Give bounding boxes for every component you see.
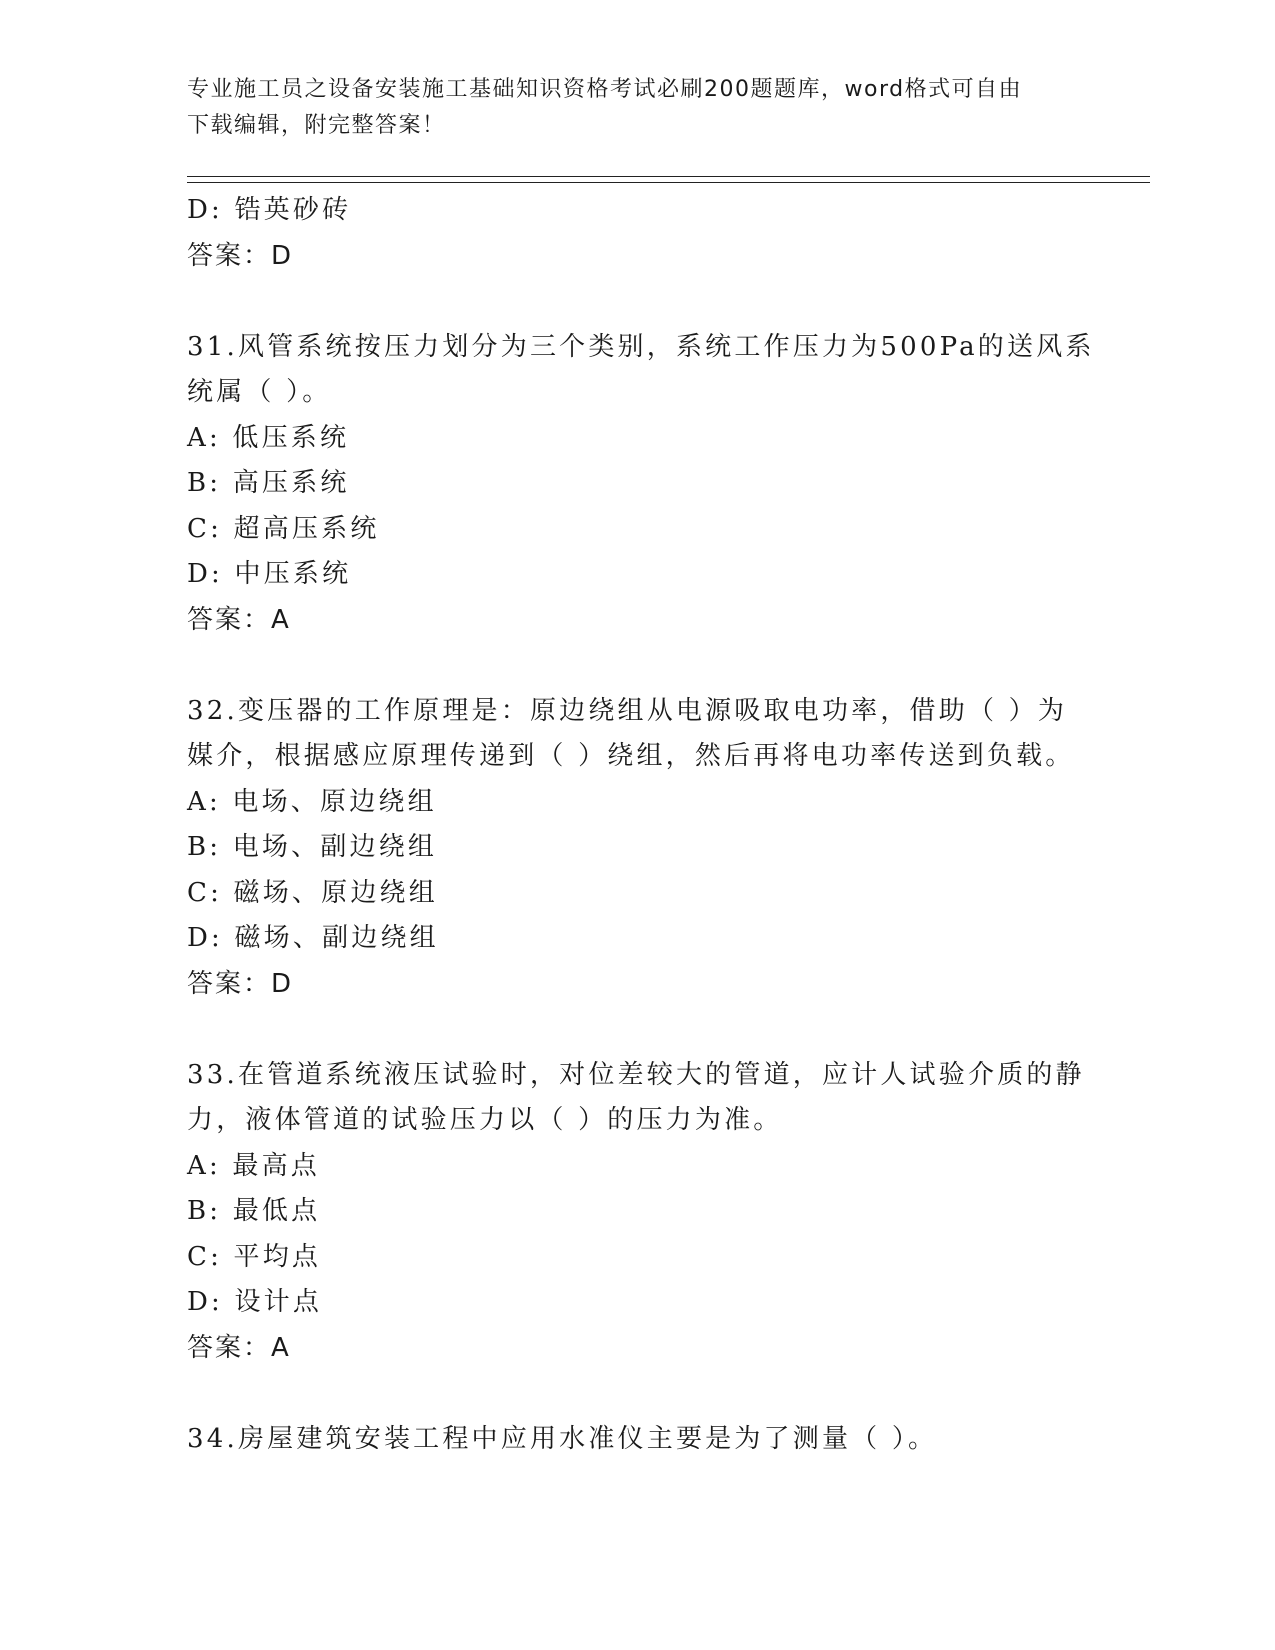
option-b: B: 高压系统 [187,468,350,498]
option-a: A: 低压系统 [187,422,350,453]
spacer [187,643,1087,689]
question-stem: 31.风管系统按压力划分为三个类别，系统工作压力为500Pa的送风系 [187,331,1095,362]
option-b: B: 电场、副边绕组 [187,832,438,862]
option-a: A: 最高点 [187,1150,321,1181]
option-c: C: 平均点 [187,1241,322,1272]
option-c: C: 磁场、原边绕组 [187,877,438,908]
question-32 [187,689,1087,1008]
question-stem: 33.在管道系统液压试验时，对位差较大的管道，应计人试验介质的静 [187,1059,1085,1090]
question-stem-continued: 力，液体管道的试验压力以（ ）的压力为准。 [187,1105,783,1135]
spacer [187,279,1087,325]
question-31 [187,325,1095,644]
option-b: B: 最低点 [187,1196,321,1226]
question-stem-continued: 媒介，根据感应原理传递到（ ）绕组，然后再将电功率传送到负载。 [187,741,1075,771]
option-d: D: 设计点 [187,1287,323,1317]
question-stem: 32.变压器的工作原理是：原边绕组从电源吸取电功率，借助（ ）为 [187,695,1068,726]
answer-line: 答案：D [187,968,294,999]
question-34 [187,1417,1087,1463]
header-divider-bottom [187,182,1150,183]
header-divider-top [187,176,1150,177]
option-d: D: 中压系统 [187,559,352,589]
question-list [187,188,1095,1462]
option-d: D: 磁场、副边绕组 [187,923,439,953]
document-header [187,72,1087,144]
option-a: A: 电场、原边绕组 [187,786,437,817]
header-line-2: 下载编辑，附完整答案！ [187,113,446,138]
header-line-1: 专业施工员之设备安装施工基础知识资格考试必刷200题题库，word格式可自由 [187,77,1023,102]
answer-line: 答案：D [187,240,294,271]
spacer [187,1371,1087,1417]
spacer [187,1007,1087,1053]
question-33 [187,1053,1087,1372]
option-d: D: 锆英砂砖 [187,195,352,225]
question-stem: 34.房屋建筑安装工程中应用水准仪主要是为了测量（ ）。 [187,1423,938,1454]
answer-line: 答案：A [187,1332,291,1363]
question-stem-continued: 统属（ ）。 [187,377,332,407]
answer-line: 答案：A [187,604,291,635]
option-c: C: 超高压系统 [187,513,380,544]
